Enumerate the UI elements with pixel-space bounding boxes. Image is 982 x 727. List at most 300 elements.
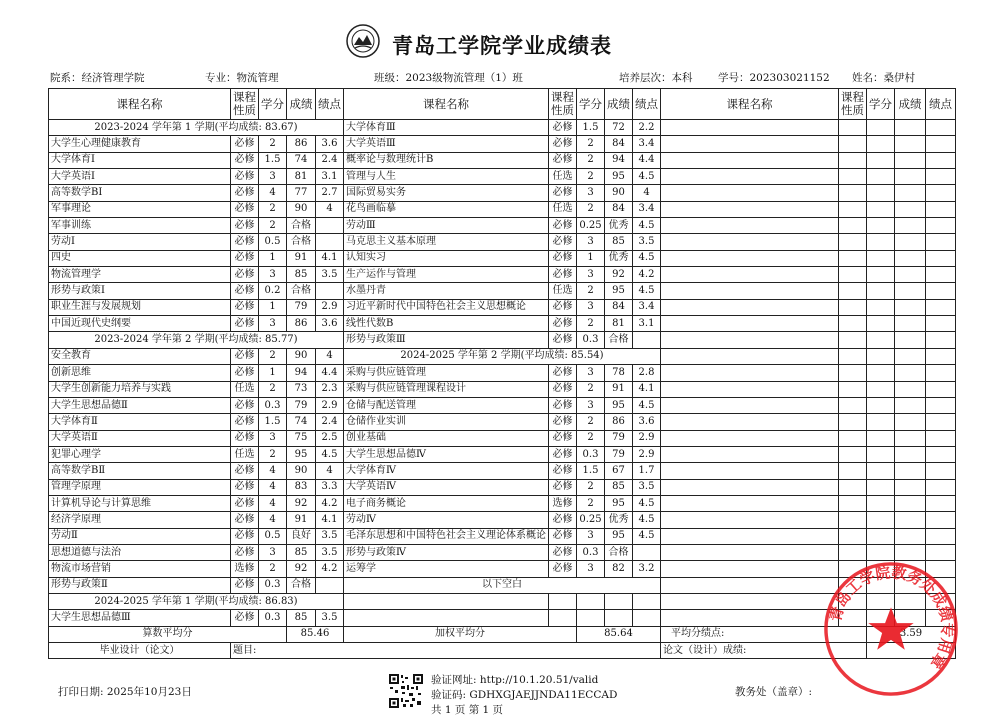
credit: 0.3	[577, 332, 605, 348]
score: 95	[605, 528, 633, 544]
table-row	[49, 381, 956, 397]
course-name: 高等数学BⅡ	[49, 463, 231, 479]
empty-cell	[867, 544, 895, 560]
score: 67	[605, 463, 633, 479]
col-header-credit: 学分	[577, 89, 605, 120]
grade-point: 4.2	[633, 267, 661, 283]
empty-cell	[867, 528, 895, 544]
empty-cell	[895, 365, 926, 381]
course-name: 形势与政策Ⅰ	[49, 283, 231, 299]
grade-point	[316, 577, 344, 593]
empty-cell	[839, 267, 867, 283]
score: 合格	[605, 544, 633, 560]
credit: 2	[577, 495, 605, 511]
credit: 1	[259, 250, 287, 266]
score: 72	[605, 120, 633, 136]
credit: 2	[259, 136, 287, 152]
table-row	[49, 234, 956, 250]
course-nature: 必修	[549, 332, 577, 348]
course-name: 劳动Ⅱ	[49, 528, 231, 544]
col-header-credit: 学分	[867, 89, 895, 120]
grade-point: 2.9	[316, 299, 344, 315]
empty-cell	[867, 152, 895, 168]
empty-cell	[895, 430, 926, 446]
empty-cell	[867, 446, 895, 462]
credit: 1.5	[259, 152, 287, 168]
empty-cell	[661, 201, 839, 217]
course-nature: 必修	[231, 463, 259, 479]
empty-cell	[895, 348, 926, 364]
course-nature: 必修	[549, 446, 577, 462]
credit: 3	[577, 397, 605, 413]
empty-cell	[867, 218, 895, 234]
empty-cell	[867, 201, 895, 217]
table-row	[49, 250, 956, 266]
score: 92	[287, 561, 316, 577]
course-nature: 必修	[231, 283, 259, 299]
score: 84	[605, 201, 633, 217]
design-score-label: 论文（设计）成绩:	[661, 643, 867, 659]
course-name: 花鸟画临摹	[344, 201, 549, 217]
empty-cell	[926, 267, 956, 283]
empty-cell	[926, 185, 956, 201]
grade-point: 3.6	[316, 136, 344, 152]
empty-cell	[839, 283, 867, 299]
score: 84	[605, 299, 633, 315]
col-header-credit: 学分	[259, 89, 287, 120]
table-row	[49, 136, 956, 152]
empty-cell	[661, 348, 839, 364]
grade-point: 4.4	[316, 365, 344, 381]
credit: 4	[259, 463, 287, 479]
course-name: 大学体育Ⅰ	[49, 152, 231, 168]
empty-cell	[839, 299, 867, 315]
grade-point: 2.4	[316, 414, 344, 430]
course-name: 国际贸易实务	[344, 185, 549, 201]
empty-cell	[661, 283, 839, 299]
empty-cell	[926, 512, 956, 528]
course-name: 劳动Ⅳ	[344, 512, 549, 528]
score: 86	[605, 414, 633, 430]
empty-cell	[926, 544, 956, 560]
student-name-label: 姓名：桑伊村	[852, 72, 915, 84]
course-name: 概率论与数理统计B	[344, 152, 549, 168]
table-row	[49, 430, 956, 446]
score: 91	[605, 381, 633, 397]
empty-cell	[839, 218, 867, 234]
blank-marker: 以下空白	[344, 577, 661, 593]
table-row	[49, 397, 956, 413]
empty-cell	[926, 381, 956, 397]
grade-point: 3.4	[633, 136, 661, 152]
score: 86	[287, 136, 316, 152]
grade-point: 2.7	[316, 185, 344, 201]
grade-point: 4.5	[633, 250, 661, 266]
grade-point: 4.2	[316, 561, 344, 577]
course-nature: 任选	[549, 201, 577, 217]
credit: 4	[259, 495, 287, 511]
table-row	[49, 348, 956, 364]
course-nature: 必修	[231, 250, 259, 266]
empty-cell	[926, 169, 956, 185]
table-row	[49, 446, 956, 462]
empty-cell	[895, 463, 926, 479]
empty-cell	[661, 577, 839, 593]
empty-cell	[661, 136, 839, 152]
empty-cell	[926, 348, 956, 364]
course-nature: 必修	[231, 136, 259, 152]
course-nature: 必修	[231, 185, 259, 201]
semester-header: 2023-2024 学年第 2 学期(平均成绩: 85.77)	[49, 332, 344, 348]
empty-cell	[661, 528, 839, 544]
score: 79	[287, 397, 316, 413]
score: 91	[287, 250, 316, 266]
empty-cell	[839, 414, 867, 430]
course-name: 毛泽东思想和中国特色社会主义理论体系概论	[344, 528, 549, 544]
course-nature: 必修	[231, 430, 259, 446]
course-name: 管理与人生	[344, 169, 549, 185]
course-nature: 必修	[231, 479, 259, 495]
score: 95	[605, 495, 633, 511]
col-header-nature: 课程 性质	[839, 89, 867, 120]
empty-cell	[867, 512, 895, 528]
empty-cell	[926, 479, 956, 495]
table-row	[49, 593, 956, 609]
course-name: 大学英语Ⅲ	[344, 136, 549, 152]
table-row	[49, 316, 956, 332]
empty-cell	[661, 430, 839, 446]
col-header-course: 课程名称	[49, 89, 231, 120]
credit: 2	[259, 381, 287, 397]
grade-point: 4.1	[316, 512, 344, 528]
empty-cell	[867, 381, 895, 397]
credit: 0.3	[577, 544, 605, 560]
empty-cell	[839, 250, 867, 266]
score: 74	[287, 152, 316, 168]
credit: 3	[259, 544, 287, 560]
empty-cell	[867, 316, 895, 332]
score: 合格	[287, 234, 316, 250]
course-nature: 必修	[231, 577, 259, 593]
course-name: 形势与政策Ⅳ	[344, 544, 549, 560]
course-nature: 必修	[231, 152, 259, 168]
table-row	[49, 267, 956, 283]
credit: 1	[577, 250, 605, 266]
grade-point: 4.5	[633, 169, 661, 185]
course-name: 管理学原理	[49, 479, 231, 495]
credit: 2	[577, 201, 605, 217]
grade-point	[316, 218, 344, 234]
grade-point	[316, 283, 344, 299]
grade-point: 2.8	[633, 365, 661, 381]
score: 82	[605, 561, 633, 577]
empty-cell	[867, 283, 895, 299]
empty-cell	[839, 120, 867, 136]
credit: 2	[577, 152, 605, 168]
score: 90	[287, 348, 316, 364]
grade-point: 3.6	[316, 316, 344, 332]
col-header-gpa: 绩点	[633, 89, 661, 120]
course-nature: 必修	[549, 414, 577, 430]
empty-cell	[895, 120, 926, 136]
empty-cell	[839, 446, 867, 462]
course-name: 大学体育Ⅱ	[49, 414, 231, 430]
course-name: 运筹学	[344, 561, 549, 577]
grade-point: 3.3	[316, 479, 344, 495]
credit: 2	[577, 136, 605, 152]
empty-cell	[926, 201, 956, 217]
empty-cell	[839, 169, 867, 185]
empty-cell	[839, 136, 867, 152]
empty-cell	[926, 495, 956, 511]
score: 优秀	[605, 218, 633, 234]
course-nature: 必修	[231, 495, 259, 511]
score: 92	[605, 267, 633, 283]
empty-cell	[926, 446, 956, 462]
col-header-course: 课程名称	[661, 89, 839, 120]
empty-cell	[839, 430, 867, 446]
course-name: 劳动Ⅲ	[344, 218, 549, 234]
col-header-score: 成绩	[605, 89, 633, 120]
grade-point	[633, 610, 661, 626]
credit: 0.3	[577, 446, 605, 462]
table-row	[49, 528, 956, 544]
score: 92	[287, 495, 316, 511]
course-nature: 必修	[549, 316, 577, 332]
empty-cell	[895, 234, 926, 250]
grade-point: 4	[316, 463, 344, 479]
empty-cell	[926, 120, 956, 136]
grade-point: 4.5	[633, 218, 661, 234]
semester-header: 2024-2025 学年第 2 学期(平均成绩: 85.54)	[344, 348, 661, 364]
empty-cell	[895, 381, 926, 397]
col-header-course: 课程名称	[344, 89, 549, 120]
empty-cell	[895, 152, 926, 168]
course-nature: 必修	[549, 512, 577, 528]
grade-point: 3.5	[316, 528, 344, 544]
gpa-summary-value: 3.59	[867, 626, 956, 642]
course-name: 认知实习	[344, 250, 549, 266]
grade-point	[316, 234, 344, 250]
course-name: 仓储与配送管理	[344, 397, 549, 413]
course-name: 采购与供应链管理课程设计	[344, 381, 549, 397]
credit: 1.5	[259, 414, 287, 430]
credit: 2	[259, 201, 287, 217]
empty-cell	[661, 332, 839, 348]
course-nature	[549, 610, 577, 626]
score: 良好	[287, 528, 316, 544]
grade-point: 3.1	[633, 316, 661, 332]
table-row	[49, 512, 956, 528]
class-label: 班级：2023级物流管理（1）班	[374, 72, 523, 84]
major-label: 专业：物流管理	[205, 72, 279, 84]
wavg-value: 85.64	[577, 626, 661, 642]
credit: 3	[577, 299, 605, 315]
table-row	[49, 544, 956, 560]
course-name: 电子商务概论	[344, 495, 549, 511]
empty-cell	[867, 495, 895, 511]
empty-cell	[926, 136, 956, 152]
score: 83	[287, 479, 316, 495]
empty-cell	[926, 250, 956, 266]
course-nature	[549, 593, 577, 609]
empty-cell	[661, 561, 839, 577]
score: 合格	[287, 218, 316, 234]
credit: 3	[577, 365, 605, 381]
empty-cell	[895, 267, 926, 283]
grade-point: 3.4	[633, 201, 661, 217]
grade-point	[633, 544, 661, 560]
grade-point: 3.1	[316, 169, 344, 185]
empty-cell	[867, 365, 895, 381]
table-row	[49, 120, 956, 136]
score: 95	[605, 397, 633, 413]
grade-point: 3.5	[633, 234, 661, 250]
credit: 2	[259, 446, 287, 462]
course-nature: 必修	[231, 414, 259, 430]
course-nature: 必修	[231, 544, 259, 560]
empty-cell	[661, 250, 839, 266]
credit: 2	[577, 283, 605, 299]
credit: 3	[259, 430, 287, 446]
course-name: 大学体育Ⅲ	[344, 120, 549, 136]
grade-point: 1.7	[633, 463, 661, 479]
course-name: 犯罪心理学	[49, 446, 231, 462]
empty-cell	[926, 152, 956, 168]
col-header-gpa: 绩点	[926, 89, 956, 120]
course-name: 安全教育	[49, 348, 231, 364]
empty-cell	[867, 397, 895, 413]
credit: 2	[577, 381, 605, 397]
course-name: 创业基础	[344, 430, 549, 446]
grade-point: 3.5	[316, 544, 344, 560]
course-name	[344, 610, 549, 626]
course-name: 军事理论	[49, 201, 231, 217]
empty-cell	[895, 495, 926, 511]
course-nature: 任选	[231, 381, 259, 397]
grade-point: 3.4	[633, 299, 661, 315]
course-nature: 必修	[549, 397, 577, 413]
course-nature: 必修	[549, 381, 577, 397]
course-name: 高等数学BⅠ	[49, 185, 231, 201]
table-row	[49, 218, 956, 234]
grade-point: 4.5	[633, 512, 661, 528]
empty-cell	[895, 218, 926, 234]
svg-text:青岛工学院教务处成绩专用章: 青岛工学院教务处成绩专用章	[827, 564, 956, 672]
credit: 2	[577, 316, 605, 332]
empty-cell	[661, 610, 839, 626]
course-nature: 必修	[231, 610, 259, 626]
score: 84	[605, 136, 633, 152]
avg-value: 85.46	[287, 626, 344, 642]
table-row	[49, 414, 956, 430]
credit: 3	[577, 561, 605, 577]
grade-table	[48, 88, 956, 659]
empty-cell	[926, 316, 956, 332]
course-nature: 必修	[231, 169, 259, 185]
empty-cell	[926, 283, 956, 299]
empty-cell	[839, 463, 867, 479]
empty-cell	[895, 332, 926, 348]
credit: 2	[577, 479, 605, 495]
course-name: 大学体育Ⅳ	[344, 463, 549, 479]
school-logo-icon	[346, 24, 380, 58]
table-row	[49, 152, 956, 168]
score: 90	[287, 463, 316, 479]
credit	[577, 610, 605, 626]
empty-cell	[895, 250, 926, 266]
course-nature: 必修	[231, 218, 259, 234]
course-name: 创新思维	[49, 365, 231, 381]
empty-cell	[867, 430, 895, 446]
course-name: 四史	[49, 250, 231, 266]
credit: 2	[259, 218, 287, 234]
table-row	[49, 463, 956, 479]
grade-point: 4.5	[633, 495, 661, 511]
score: 合格	[287, 283, 316, 299]
credit: 3	[577, 267, 605, 283]
empty-cell	[839, 332, 867, 348]
score: 90	[287, 201, 316, 217]
credit	[577, 593, 605, 609]
empty-cell	[867, 348, 895, 364]
course-name: 大学生创新能力培养与实践	[49, 381, 231, 397]
student-id-label: 学号：202303021152	[718, 72, 830, 84]
credit: 1	[259, 299, 287, 315]
score: 73	[287, 381, 316, 397]
empty-cell	[867, 136, 895, 152]
empty-cell	[926, 234, 956, 250]
grade-point: 4.5	[633, 397, 661, 413]
level-label: 培养层次：本科	[619, 72, 693, 84]
credit: 3	[259, 169, 287, 185]
gpa-summary-label: 平均分绩点:	[661, 626, 867, 642]
credit: 3	[259, 316, 287, 332]
empty-cell	[839, 348, 867, 364]
course-name: 计算机导论与计算思维	[49, 495, 231, 511]
score: 85	[287, 544, 316, 560]
empty-cell	[661, 169, 839, 185]
empty-cell	[661, 381, 839, 397]
table-row	[49, 201, 956, 217]
score: 优秀	[605, 512, 633, 528]
empty-cell	[895, 136, 926, 152]
course-nature: 任选	[231, 446, 259, 462]
empty-cell	[661, 299, 839, 315]
table-row	[49, 365, 956, 381]
grade-point: 4	[316, 348, 344, 364]
score: 85	[287, 267, 316, 283]
empty-cell	[661, 479, 839, 495]
credit: 0.2	[259, 283, 287, 299]
empty-cell	[895, 299, 926, 315]
empty-cell	[867, 479, 895, 495]
course-name: 水墨丹青	[344, 283, 549, 299]
score: 77	[287, 185, 316, 201]
credit: 0.3	[259, 610, 287, 626]
course-nature: 必修	[549, 152, 577, 168]
empty-cell	[661, 414, 839, 430]
semester-header: 2024-2025 学年第 1 学期(平均成绩: 86.83)	[49, 593, 344, 609]
table-row	[49, 169, 956, 185]
score: 85	[605, 234, 633, 250]
empty-cell	[661, 365, 839, 381]
table-row	[49, 610, 956, 626]
course-name: 习近平新时代中国特色社会主义思想概论	[344, 299, 549, 315]
empty-cell	[839, 495, 867, 511]
course-nature: 必修	[231, 348, 259, 364]
grade-point: 3.5	[316, 610, 344, 626]
